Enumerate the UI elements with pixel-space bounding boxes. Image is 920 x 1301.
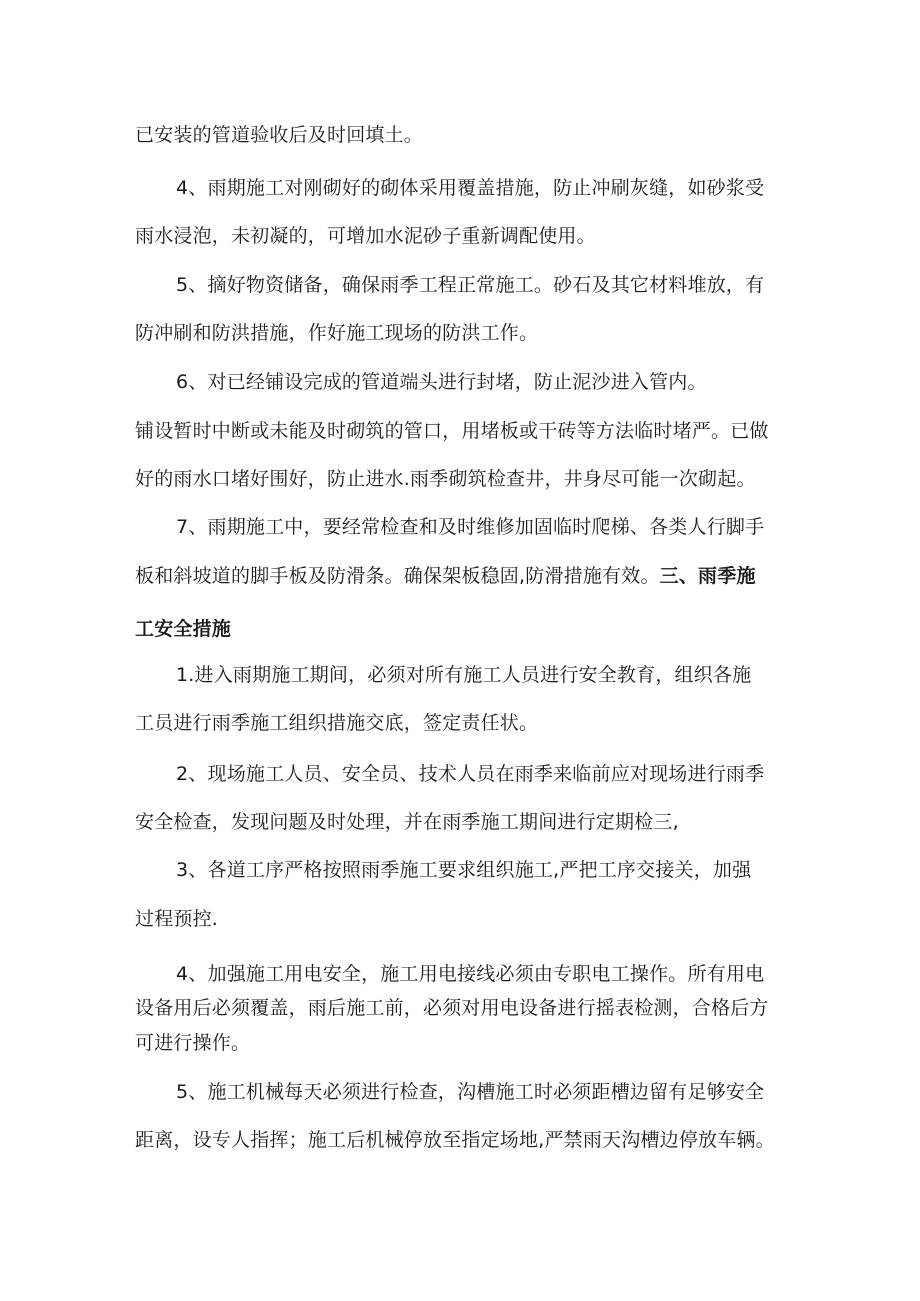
text-line: 工员进行雨季施工组织措施交底，签定责任状。 bbox=[135, 712, 539, 734]
text-line: 3、各道工序严格按照雨季施工要求组织施工,严把工序交接关，加强 bbox=[176, 859, 752, 881]
text-line: 4、加强施工用电安全，施工用电接线必须由专职电工操作。所有用电 bbox=[176, 963, 765, 985]
text-line: 铺设暂时中断或未能及时砌筑的管口，用堵板或干砖等方法临时堵严。已做 bbox=[135, 420, 769, 442]
text-line: 过程预控. bbox=[135, 908, 219, 930]
text-line: 2、现场施工人员、安全员、技术人员在雨季来临前应对现场进行雨季 bbox=[176, 763, 765, 785]
text-line bbox=[135, 564, 756, 588]
text-line: 1.进入雨期施工期间，必须对所有施工人员进行安全教育，组织各施 bbox=[176, 664, 752, 686]
text-line: 5、摘好物资储备，确保雨季工程正常施工。砂石及其它材料堆放，有 bbox=[176, 274, 765, 296]
text-line: 7、雨期施工中，要经常检查和及时维修加固临时爬梯、各类人行脚手 bbox=[176, 516, 765, 538]
section-heading-part: 工安全措施 bbox=[135, 618, 232, 640]
text-line: 4、雨期施工对刚砌好的砌体采用覆盖措施，防止冲刷灰缝，如砂浆受 bbox=[176, 177, 765, 199]
section-heading-part: 三、雨季施 bbox=[659, 565, 756, 587]
paragraph-text: 板和斜坡道的脚手板及防滑条。确保架板稳固,防滑措施有效。 bbox=[135, 565, 660, 587]
text-line: 5、施工机械每天必须进行检查，沟槽施工时必须距槽边留有足够安全 bbox=[176, 1081, 765, 1103]
text-line: 安全检查，发现问题及时处理，并在雨季施工期间进行定期检三, bbox=[135, 811, 679, 833]
text-line: 设备用后必须覆盖，雨后施工前，必须对用电设备进行摇表检测，合格后方 bbox=[135, 997, 769, 1019]
text-line: 可进行操作。 bbox=[135, 1032, 251, 1054]
text-line: 雨水浸泡，未初凝的，可增加水泥砂子重新调配使用。 bbox=[135, 225, 596, 247]
text-line: 好的雨水口堵好围好，防止进水.雨季砌筑检查井，井身尽可能一次砌起。 bbox=[135, 468, 756, 490]
text-line: 防冲刷和防洪措施，作好施工现场的防洪工作。 bbox=[135, 322, 539, 344]
text-line: 距离，设专人指挥；施工后机械停放至指定场地,严禁雨天沟槽边停放车辆。 bbox=[135, 1129, 775, 1151]
text-line: 已安装的管道验收后及时回填土。 bbox=[135, 124, 424, 146]
text-line: 6、对已经铺设完成的管道端头进行封堵，防止泥沙进入管内。 bbox=[176, 371, 707, 393]
